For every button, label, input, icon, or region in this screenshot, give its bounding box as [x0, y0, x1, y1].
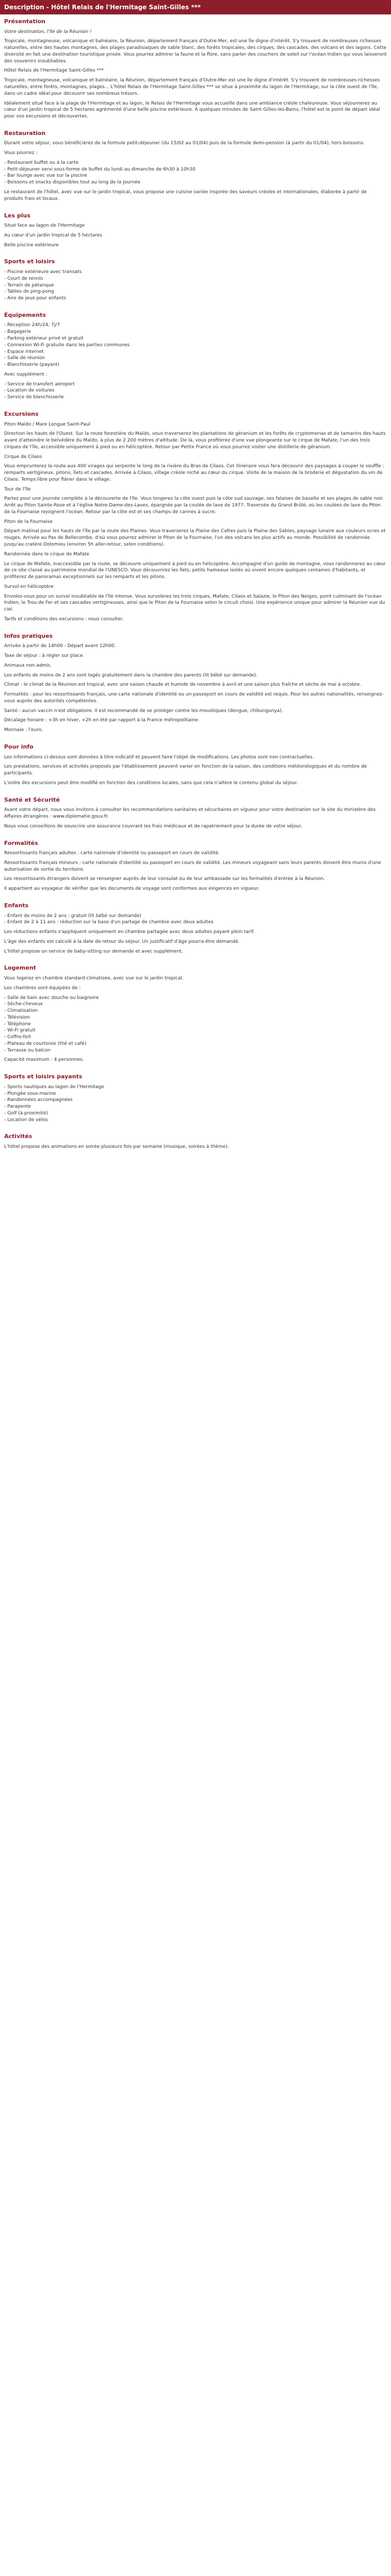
- list-item: - Aire de jeux pour enfants: [4, 295, 387, 302]
- section-title: Enfants: [4, 902, 29, 909]
- paragraph: Départ matinal pour les hauts de l'île par la route des Plaines. Vous traverserez la Plaine des Cafres puis la Plaine des Sables, paysage lunaire aux couleurs ocres et rouges. Arrivée au Pas de Bellecombe, d'où vous pourrez admirer le Piton de la Fournaise, l'un des volcans les plus actifs au monde. Possibilité de randonnée jusqu'au cratère Dolomieu (environ 5h aller-retour, selon conditions).: [4, 529, 386, 547]
- bullet-list: [4, 913, 387, 926]
- section-sante-et-securite: [4, 796, 387, 830]
- paragraph: Nous vous conseillons de souscrire une assurance couvrant les frais médicaux et de rapatriement pour la durée de votre séjour.: [4, 823, 302, 829]
- list-item: - Parapente: [4, 1104, 387, 1110]
- paragraph: Taxe de séjour : à régler sur place.: [4, 653, 85, 659]
- section-title: Santé et Sécurité: [4, 796, 60, 803]
- list-item: - Blanchisserie (payant): [4, 362, 387, 368]
- section-title: Logement: [4, 964, 36, 972]
- section-logement: [4, 964, 387, 1063]
- paragraph: Les chambres sont équipées de :: [4, 985, 81, 991]
- paragraph: Il appartient au voyageur de vérifier que les documents de voyage sont conformes aux exigences en vigueur.: [4, 886, 259, 892]
- section-title: Présentation: [4, 18, 45, 25]
- paragraph: Vous pourrez :: [4, 150, 38, 156]
- list-item: - Sèche-cheveux: [4, 1001, 387, 1008]
- paragraph: Formalités : pour les ressortissants français, une carte nationale d'identité ou un passeport en cours de validité est requis. Pour les autres nationalités, renseignez-vous auprès des autorités compétentes.: [4, 692, 384, 704]
- paragraph: Les enfants de moins de 2 ans sont logés gratuitement dans la chambre des parents (lit bébé sur demande).: [4, 672, 258, 678]
- section-title: Activités: [4, 1133, 32, 1140]
- paragraph: Cirque de Cilaos: [4, 454, 42, 460]
- list-item: - Télévision: [4, 1014, 387, 1021]
- list-item: - Espace internet: [4, 349, 387, 355]
- section-title: Sports et loisirs: [4, 258, 55, 265]
- paragraph: Tarifs et conditions des excursions : nous consulter.: [4, 616, 124, 622]
- description-content: [0, 18, 391, 1170]
- paragraph: Ressortissants français mineurs : carte nationale d'identité ou passeport en cours de validité. Les mineurs voyageant sans leurs parents doivent être munis d'une autorisation de sortie du territoire.: [4, 860, 381, 872]
- bullet-list: [4, 995, 387, 1054]
- list-item: - Restaurant buffet ou à la carte: [4, 160, 387, 166]
- list-item: - Bagagerie: [4, 329, 387, 335]
- paragraph: Climat : le climat de la Réunion est tropical, avec une saison chaude et humide de novembre à avril et une saison plus fraîche et sèche de mai à octobre.: [4, 682, 362, 688]
- list-item: - Coffre-fort: [4, 1034, 387, 1041]
- paragraph: Votre destination, l'île de la Réunion !: [4, 29, 92, 35]
- list-item: - Climatisation: [4, 1008, 387, 1014]
- list-item: - Connexion Wi-Fi gratuite dans les parties communes: [4, 342, 387, 349]
- paragraph: Durant votre séjour, vous bénéficierez de la formule petit-déjeuner (du 15/02 au 01/04) puis de la formule demi-pension (à partir du 01/04), hors boissons.: [4, 141, 365, 146]
- paragraph: Tropicale, montagneuse, volcanique et balnéaire, la Réunion, département français d'Outre-Mer, est une île digne d'intérêt. S'y trouvent de nombreuses richesses naturelles, entre des hautes montagnes, des plages paradisiaques de sable blanc, des forêts tropicales, des cirques, des cascades, des volcans et des lagons. Cette diversité en fait une destination touristique prisée. Vous pourrez admirer la faune et la flore, sans parler des couchers de soleil sur l'océan Indien qui vous laisseront des souvenirs inoubliables.: [4, 39, 387, 64]
- paragraph: Piton Maïdo / Mare Longue Saint-Paul: [4, 421, 91, 427]
- paragraph: Capacité maximum : 4 personnes.: [4, 1057, 84, 1063]
- section-title: Formalités: [4, 839, 38, 846]
- list-item: - Salle de bain avec douche ou baignoire: [4, 995, 387, 1002]
- list-item: - Téléphone: [4, 1021, 387, 1028]
- section-sports-et-loisirs-payants: [4, 1073, 387, 1123]
- list-item: - Petit-déjeuner servi sous forme de buffet du lundi au dimanche de 6h30 à 10h30: [4, 166, 387, 173]
- list-item: - Service de transfert aéroport: [4, 381, 387, 388]
- paragraph: Le cirque de Mafate, inaccessible par la route, se découvre uniquement à pied ou en hélicoptère. Accompagné d'un guide de montagne, vous randonnerez au cœur de ce site classé au patrimoine mondial de l'UNESCO. Vous découvrirez les îlets, petits hameaux isolés où vivent encore quelques centaines d'habitants, et profiterez de panoramas exceptionnels sur les remparts et les pitons.: [4, 561, 386, 580]
- section-excursions: [4, 410, 387, 623]
- section-title: Infos pratiques: [4, 632, 53, 639]
- paragraph: Avec supplément :: [4, 371, 47, 377]
- list-item: - Location de voitures: [4, 387, 387, 394]
- section-title: Pour info: [4, 743, 34, 750]
- list-item: - Boissons et snacks disponibles tout au long de la journée: [4, 179, 387, 186]
- paragraph: L'ordre des excursions peut être modifié en fonction des conditions locales, sans que cela n'altère le contenu global du séjour.: [4, 780, 298, 786]
- list-item: - Tables de ping-pong: [4, 289, 387, 295]
- paragraph: Piton de la Fournaise: [4, 519, 53, 524]
- section-formalites: [4, 839, 387, 892]
- paragraph: Tour de l'île: [4, 486, 31, 492]
- paragraph: Les informations ci-dessus sont données à titre indicatif et peuvent faire l'objet de modifications. Les photos sont non contractuelles.: [4, 754, 314, 760]
- list-item: - Piscine extérieure avec transats: [4, 269, 387, 276]
- paragraph: Les réductions enfants s'appliquent uniquement en chambre partagée avec deux adultes payant plein tarif.: [4, 929, 255, 935]
- paragraph: L'hôtel propose des animations en soirée plusieurs fois par semaine (musique, soirées à thème).: [4, 1144, 229, 1149]
- bullet-list: [4, 322, 387, 368]
- paragraph: Situé face au lagon de l'Hermitage: [4, 223, 85, 229]
- list-item: - Plongée sous-marine: [4, 1091, 387, 1097]
- bullet-list: [4, 1084, 387, 1124]
- paragraph: Avant votre départ, nous vous invitons à consulter les recommandations sanitaires et sécuritaires en vigueur pour votre destination sur le site du ministère des Affaires étrangères : www.diplomatie.gouv.fr.: [4, 807, 376, 819]
- section-title: Les plus: [4, 212, 30, 219]
- section-title: Restauration: [4, 129, 46, 137]
- list-item: - Terrain de pétanque: [4, 282, 387, 289]
- section-pour-info: [4, 743, 387, 787]
- paragraph: Les prestations, services et activités proposés par l'établissement peuvent varier en fonction de la saison, des conditions météorologiques et du nombre de participants.: [4, 764, 367, 776]
- list-item: - Salle de réunion: [4, 355, 387, 362]
- paragraph: Décalage horaire : +3h en hiver, +2h en été par rapport à la France métropolitaine.: [4, 718, 200, 723]
- section-les-plus: [4, 212, 387, 249]
- paragraph: Santé : aucun vaccin n'est obligatoire. Il est recommandé de se protéger contre les moustiques (dengue, chikungunya).: [4, 708, 283, 714]
- list-item: - Enfant de 2 à 11 ans : réduction sur la base d'un partage de chambre avec deux adultes: [4, 919, 387, 926]
- list-item: - Réception 24h/24, 7j/7: [4, 322, 387, 329]
- bullet-list: [4, 269, 387, 302]
- section-title: Équipements: [4, 311, 46, 318]
- paragraph: L'hôtel propose un service de baby-sitting sur demande et avec supplément.: [4, 948, 183, 954]
- list-item: - Terrasse ou balcon: [4, 1047, 387, 1054]
- paragraph: Monnaie : l'euro.: [4, 727, 43, 733]
- list-item: - Bar lounge avec vue sur la piscine: [4, 173, 387, 179]
- paragraph: Le restaurant de l'hôtel, avec vue sur le jardin tropical, vous propose une cuisine variée inspirée des saveurs créoles et internationales, élaborée à partir de produits frais et locaux.: [4, 190, 367, 201]
- paragraph: Randonnée dans le cirque de Mafate: [4, 551, 90, 557]
- section-presentation: [4, 18, 387, 120]
- section-equipements: [4, 311, 387, 401]
- page-header: Description - Hôtel Relais de l'Hermitage Saint-Gilles ***: [0, 0, 391, 14]
- paragraph: Vous logerez en chambre standard climatisée, avec vue sur le jardin tropical.: [4, 975, 184, 981]
- list-item: - Service de blanchisserie: [4, 394, 387, 401]
- paragraph: Arrivée à partir de 14h00 - Départ avant 12h00.: [4, 643, 116, 649]
- list-item: - Plateau de courtoisie (thé et café): [4, 1041, 387, 1047]
- paragraph: Au cœur d'un jardin tropical de 5 hectares: [4, 232, 103, 238]
- list-item: - Court de tennis: [4, 276, 387, 282]
- bullet-list: [4, 381, 387, 401]
- paragraph: L'âge des enfants est calculé à la date de retour du séjour. Un justificatif d'âge pourra être demandé.: [4, 939, 240, 944]
- paragraph: Vous emprunterez la route aux 400 virages qui serpente le long de la rivière du Bras de Cilaos. Cet itinéraire vous fera découvrir des paysages à couper le souffle : remparts vertigineux, pitons, îlets et cascades. Arrivée à Cilaos, village créole niché au cœur du cirque. Visite de la maison de la broderie et dégustation du vin de Cilaos. Temps libre pour flâner dans le village.: [4, 464, 384, 482]
- paragraph: Survol en hélicoptère: [4, 584, 54, 589]
- section-activites: [4, 1132, 387, 1150]
- paragraph: Les ressortissants étrangers doivent se renseigner auprès de leur consulat ou de leur ambassade sur les formalités d'entrée à la Réunion.: [4, 876, 325, 882]
- section-title: Excursions: [4, 410, 39, 417]
- section-sports-et-loisirs: [4, 258, 387, 301]
- paragraph: Direction les hauts de l'Ouest. Sur la route forestière du Maïdo, vous traverserez les plantations de géranium et les forêts de cryptomerias et de tamarins des hauts avant d'atteindre le belvédère du Maïdo, à plus de 2 200 mètres d'altitude. De là, vous profiterez d'une vue plongeante sur le cirque de Mafate, l'un des trois cirques de l'île, accessible uniquement à pied ou en hélicoptère. Retour par Petite France où vous pourrez visiter une distillerie de géranium.: [4, 431, 386, 450]
- list-item: - Sports nautiques au lagon de l'Hermitage: [4, 1084, 387, 1091]
- paragraph: Envolez-vous pour un survol inoubliable de l'île intense. Vous survolerez les trois cirques, Mafate, Cilaos et Salazie, le Piton des Neiges, point culminant de l'océan Indien, le Trou de Fer et ses cascades vertigineuses, ainsi que le Piton de la Fournaise selon le circuit choisi. Une expérience unique pour admirer la Réunion vue du ciel.: [4, 594, 385, 613]
- list-item: - Wi-Fi gratuit: [4, 1027, 387, 1034]
- paragraph: Belle piscine extérieure: [4, 242, 59, 248]
- list-item: - Enfant de moins de 2 ans : gratuit (lit bébé sur demande): [4, 913, 387, 920]
- list-item: - Randonnées accompagnées: [4, 1097, 387, 1104]
- section-restauration: [4, 129, 387, 202]
- paragraph: Hôtel Relais de l'Hermitage Saint-Gilles ***: [4, 68, 104, 74]
- paragraph: Ressortissants français adultes : carte nationale d'identité ou passeport en cours de validité.: [4, 851, 220, 856]
- paragraph: Animaux non admis.: [4, 663, 52, 668]
- list-item: - Location de vélos: [4, 1117, 387, 1124]
- list-item: - Parking extérieur privé et gratuit: [4, 335, 387, 342]
- paragraph: Partez pour une journée complète à la découverte de l'île. Vous longerez la côte ouest puis la côte sud sauvage, ses falaises de basalte et ses plages de sable noir. Arrêt au Piton Sainte-Rose et à l'église Notre-Dame-des-Laves, épargnée par la coulée de lave de 1977. Traversée du Grand Brûlé, où les coulées de lave du Piton de la Fournaise rejoignent l'océan. Retour par la côte est et ses champs de cannes à sucre.: [4, 496, 384, 515]
- section-enfants: [4, 902, 387, 955]
- paragraph: Tropicale, montagneuse, volcanique et balnéaire, la Réunion, département français d'Outre-Mer est une île digne d'intérêt. S'y trouvent de nombreuses richesses naturelles, entre forêts, montagnes, plages... L'hôtel Relais de l'Hermitage Saint-Gilles *** se situe à proximité du lagon de l'Hermitage, sur la côte ouest de l'île, dans un cadre idéal pour découvrir ses nombreux trésors.: [4, 78, 380, 96]
- list-item: - Golf (à proximité): [4, 1110, 387, 1117]
- bullet-list: [4, 160, 387, 186]
- section-title: Sports et loisirs payants: [4, 1073, 83, 1080]
- paragraph: Idéalement situé face à la plage de l'Hermitage et au lagon, le Relais de l'Hermitage vous accueille dans une ambiance créole chaleureuse. Vous séjournerez au cœur d'un jardin tropical de 5 hectares agrémenté d'une belle piscine extérieure. À quelques minutes de Saint-Gilles-les-Bains, l'hôtel est le point de départ idéal pour vos excursions et découvertes.: [4, 100, 380, 120]
- section-infos-pratiques: [4, 632, 387, 734]
